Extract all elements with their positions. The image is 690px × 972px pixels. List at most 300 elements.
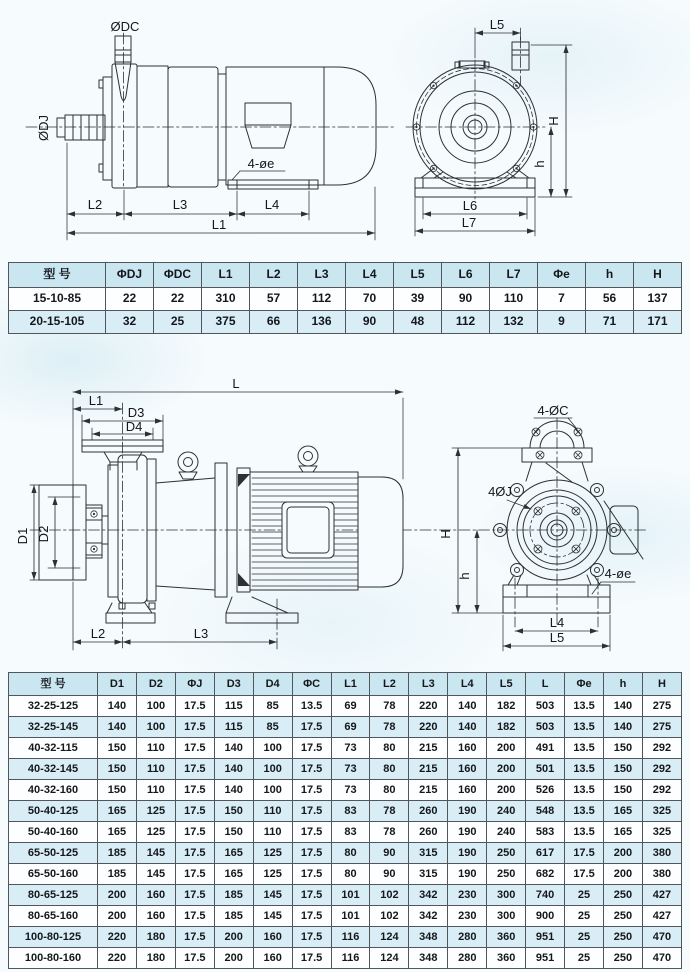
value-cell: 215: [409, 780, 448, 801]
value-cell: 300: [487, 906, 526, 927]
value-cell: 185: [98, 843, 137, 864]
model-cell: 40-32-115: [9, 738, 98, 759]
value-cell: 80: [370, 738, 409, 759]
table-row: [9, 780, 682, 801]
value-cell: 17.5: [175, 906, 214, 927]
value-cell: 220: [409, 696, 448, 717]
value-cell: 32: [106, 311, 154, 334]
discharge-port: [115, 33, 131, 186]
value-cell: 150: [603, 780, 642, 801]
value-cell: 200: [487, 738, 526, 759]
value-cell: 13.5: [565, 801, 604, 822]
value-cell: 250: [603, 927, 642, 948]
column-header: ΦC: [292, 673, 331, 696]
value-cell: 9: [538, 311, 586, 334]
value-cell: 310: [202, 288, 250, 311]
table-header-row: [9, 263, 682, 288]
dim-label-l6: L6: [462, 198, 478, 213]
table-row: [9, 288, 682, 311]
motor-end-cap: [358, 477, 403, 587]
dim-label-l1: L1: [211, 217, 227, 232]
dim-label-l1: L1: [88, 393, 104, 408]
value-cell: 145: [136, 843, 175, 864]
model-cell: 100-80-125: [9, 927, 98, 948]
model-cell: 32-25-145: [9, 717, 98, 738]
value-cell: 160: [136, 885, 175, 906]
dim-label-h-axis: h: [457, 572, 472, 580]
model-cell: 50-40-125: [9, 801, 98, 822]
value-cell: 140: [214, 759, 253, 780]
value-cell: 150: [214, 801, 253, 822]
value-cell: 13.5: [292, 696, 331, 717]
value-cell: 25: [154, 311, 202, 334]
small-pump-front-view: [406, 17, 572, 236]
value-cell: 150: [98, 738, 137, 759]
value-cell: 260: [409, 822, 448, 843]
value-cell: 17.5: [175, 780, 214, 801]
value-cell: 230: [448, 906, 487, 927]
table-row: [9, 717, 682, 738]
length-dimensions: [67, 143, 375, 240]
value-cell: 80: [370, 780, 409, 801]
value-cell: 17.5: [292, 906, 331, 927]
table-row: [9, 885, 682, 906]
value-cell: 83: [331, 822, 370, 843]
value-cell: 140: [603, 717, 642, 738]
column-header: 型 号: [9, 673, 98, 696]
table-row: [9, 822, 682, 843]
model-cell: 80-65-125: [9, 885, 98, 906]
value-cell: 83: [331, 801, 370, 822]
value-cell: 145: [253, 906, 292, 927]
value-cell: 160: [136, 906, 175, 927]
dim-label-l4: L4: [549, 615, 565, 630]
value-cell: 150: [603, 738, 642, 759]
value-cell: 17.5: [565, 843, 604, 864]
value-cell: 78: [370, 801, 409, 822]
model-cell: 80-65-160: [9, 906, 98, 927]
value-cell: 110: [490, 288, 538, 311]
value-cell: 375: [202, 311, 250, 334]
value-cell: 137: [634, 288, 682, 311]
value-cell: 200: [214, 927, 253, 948]
dim-label-l: L: [232, 376, 240, 391]
value-cell: 185: [214, 906, 253, 927]
value-cell: 17.5: [292, 780, 331, 801]
value-cell: 300: [487, 885, 526, 906]
table-header-row: [9, 673, 682, 696]
value-cell: 315: [409, 864, 448, 885]
table-row: [9, 738, 682, 759]
value-cell: 140: [214, 780, 253, 801]
value-cell: 548: [526, 801, 565, 822]
value-cell: 160: [253, 927, 292, 948]
value-cell: 100: [136, 696, 175, 717]
value-cell: 470: [642, 927, 681, 948]
large-pump-technical-drawing: [0, 372, 690, 668]
model-cell: 65-50-160: [9, 864, 98, 885]
value-cell: 250: [487, 864, 526, 885]
column-header: h: [603, 673, 642, 696]
value-cell: 190: [448, 822, 487, 843]
column-header: Φe: [565, 673, 604, 696]
value-cell: 102: [370, 885, 409, 906]
small-pump-dimension-table: [8, 262, 682, 334]
value-cell: 427: [642, 885, 681, 906]
value-cell: 25: [565, 906, 604, 927]
casing-bolt-label: 4ØJ: [488, 484, 512, 499]
value-cell: 17.5: [175, 948, 214, 969]
value-cell: 342: [409, 906, 448, 927]
value-cell: 25: [565, 885, 604, 906]
dim-label-h-total: H: [438, 529, 453, 539]
column-header: L5: [487, 673, 526, 696]
value-cell: 110: [253, 822, 292, 843]
value-cell: 145: [253, 885, 292, 906]
pump-head: [99, 64, 218, 188]
value-cell: 112: [442, 311, 490, 334]
value-cell: 200: [603, 843, 642, 864]
value-cell: 182: [487, 696, 526, 717]
dim-label-l2: L2: [90, 626, 106, 641]
table-row: [9, 927, 682, 948]
column-header: D4: [253, 673, 292, 696]
value-cell: 182: [487, 717, 526, 738]
value-cell: 140: [448, 717, 487, 738]
model-cell: 20-15-105: [9, 311, 106, 334]
value-cell: 100: [136, 717, 175, 738]
value-cell: 17.5: [292, 885, 331, 906]
value-cell: 102: [370, 906, 409, 927]
value-cell: 250: [603, 885, 642, 906]
value-cell: 501: [526, 759, 565, 780]
value-cell: 17.5: [175, 885, 214, 906]
value-cell: 220: [409, 717, 448, 738]
value-cell: 503: [526, 696, 565, 717]
value-cell: 165: [214, 864, 253, 885]
column-header: L2: [370, 673, 409, 696]
lifting-eye-motor: [298, 446, 318, 472]
value-cell: 150: [603, 759, 642, 780]
value-cell: 380: [642, 864, 681, 885]
value-cell: 200: [487, 780, 526, 801]
column-header: h: [586, 263, 634, 288]
value-cell: 145: [136, 864, 175, 885]
model-cell: 40-32-145: [9, 759, 98, 780]
value-cell: 165: [603, 822, 642, 843]
value-cell: 101: [331, 906, 370, 927]
column-header: H: [634, 263, 682, 288]
column-header: L6: [442, 263, 490, 288]
value-cell: 491: [526, 738, 565, 759]
value-cell: 13.5: [565, 780, 604, 801]
column-header: D3: [214, 673, 253, 696]
value-cell: 17.5: [175, 801, 214, 822]
value-cell: 165: [214, 843, 253, 864]
value-cell: 110: [253, 801, 292, 822]
value-cell: 110: [136, 759, 175, 780]
value-cell: 13.5: [565, 696, 604, 717]
value-cell: 17.5: [292, 717, 331, 738]
value-cell: 250: [487, 843, 526, 864]
value-cell: 90: [442, 288, 490, 311]
large-pump-front-view: [438, 403, 643, 651]
column-header: L1: [202, 263, 250, 288]
value-cell: 260: [409, 801, 448, 822]
value-cell: 17.5: [175, 864, 214, 885]
value-cell: 160: [448, 738, 487, 759]
value-cell: 215: [409, 738, 448, 759]
small-pump-side-view: [26, 19, 396, 240]
value-cell: 275: [642, 696, 681, 717]
dim-label-l4: L4: [264, 197, 280, 212]
value-cell: 180: [136, 948, 175, 969]
dim-label-d2: D2: [36, 525, 51, 543]
value-cell: 17.5: [292, 759, 331, 780]
value-cell: 17.5: [175, 738, 214, 759]
value-cell: 17.5: [175, 843, 214, 864]
column-header: L1: [331, 673, 370, 696]
value-cell: 100: [253, 780, 292, 801]
value-cell: 56: [586, 288, 634, 311]
value-cell: 69: [331, 717, 370, 738]
column-header: ΦDJ: [106, 263, 154, 288]
value-cell: 160: [448, 780, 487, 801]
column-header: L7: [490, 263, 538, 288]
foot-bolt-callout: [232, 156, 285, 180]
model-cell: 65-50-125: [9, 843, 98, 864]
value-cell: 115: [214, 717, 253, 738]
value-cell: 240: [487, 822, 526, 843]
value-cell: 951: [526, 948, 565, 969]
value-cell: 78: [370, 696, 409, 717]
value-cell: 292: [642, 738, 681, 759]
column-header: H: [642, 673, 681, 696]
large-pump-dimension-table: [8, 672, 682, 969]
value-cell: 200: [98, 885, 137, 906]
model-cell: 50-40-160: [9, 822, 98, 843]
value-cell: 140: [214, 738, 253, 759]
value-cell: 78: [370, 822, 409, 843]
value-cell: 427: [642, 906, 681, 927]
value-cell: 124: [370, 927, 409, 948]
column-header: L3: [298, 263, 346, 288]
value-cell: 292: [642, 780, 681, 801]
dim-label-h-total: H: [546, 116, 561, 126]
table-row: [9, 311, 682, 334]
value-cell: 325: [642, 801, 681, 822]
value-cell: 280: [448, 948, 487, 969]
value-cell: 160: [448, 759, 487, 780]
value-cell: 185: [214, 885, 253, 906]
value-cell: 200: [603, 864, 642, 885]
value-cell: 190: [448, 864, 487, 885]
value-cell: 73: [331, 759, 370, 780]
value-cell: 348: [409, 948, 448, 969]
value-cell: 348: [409, 927, 448, 948]
value-cell: 125: [136, 822, 175, 843]
value-cell: 165: [98, 801, 137, 822]
value-cell: 110: [136, 738, 175, 759]
value-cell: 13.5: [565, 717, 604, 738]
value-cell: 215: [409, 759, 448, 780]
value-cell: 140: [448, 696, 487, 717]
value-cell: 17.5: [175, 822, 214, 843]
value-cell: 200: [487, 759, 526, 780]
value-cell: 22: [154, 288, 202, 311]
value-cell: 17.5: [175, 759, 214, 780]
value-cell: 80: [331, 843, 370, 864]
column-header: ΦJ: [175, 673, 214, 696]
casing-bolt-callout: [488, 484, 531, 509]
value-cell: 160: [253, 948, 292, 969]
foot-bolt-label: 4-øe: [247, 156, 275, 171]
column-header: D2: [136, 673, 175, 696]
value-cell: 900: [526, 906, 565, 927]
value-cell: 90: [370, 843, 409, 864]
value-cell: 280: [448, 927, 487, 948]
dim-label-l5: L5: [489, 17, 505, 32]
suction-inlet: [57, 115, 105, 140]
value-cell: 190: [448, 801, 487, 822]
value-cell: 583: [526, 822, 565, 843]
dim-label-l5: L5: [549, 630, 565, 645]
column-header: Φe: [538, 263, 586, 288]
column-header: D1: [98, 673, 137, 696]
value-cell: 470: [642, 948, 681, 969]
value-cell: 73: [331, 780, 370, 801]
column-header: 型 号: [9, 263, 106, 288]
value-cell: 66: [250, 311, 298, 334]
value-cell: 503: [526, 717, 565, 738]
value-cell: 526: [526, 780, 565, 801]
value-cell: 17.5: [292, 801, 331, 822]
value-cell: 48: [394, 311, 442, 334]
table-row: [9, 696, 682, 717]
value-cell: 380: [642, 843, 681, 864]
finned-motor: [250, 472, 403, 590]
value-cell: 110: [136, 780, 175, 801]
value-cell: 85: [253, 696, 292, 717]
front-dimensions: [438, 448, 610, 651]
column-header: L: [526, 673, 565, 696]
column-header: ΦDC: [154, 263, 202, 288]
value-cell: 180: [136, 927, 175, 948]
value-cell: 171: [634, 311, 682, 334]
column-header: L4: [448, 673, 487, 696]
value-cell: 70: [346, 288, 394, 311]
value-cell: 69: [331, 696, 370, 717]
value-cell: 125: [253, 864, 292, 885]
value-cell: 17.5: [292, 927, 331, 948]
dim-label-l2: L2: [87, 197, 103, 212]
value-cell: 85: [253, 717, 292, 738]
dim-label-d4: D4: [125, 419, 143, 434]
value-cell: 325: [642, 822, 681, 843]
value-cell: 342: [409, 885, 448, 906]
value-cell: 13.5: [565, 759, 604, 780]
table-row: [9, 906, 682, 927]
value-cell: 17.5: [565, 864, 604, 885]
value-cell: 90: [370, 864, 409, 885]
value-cell: 150: [214, 822, 253, 843]
table-row: [9, 864, 682, 885]
value-cell: 132: [490, 311, 538, 334]
foot-bolt-label: 4-øe: [604, 566, 632, 581]
value-cell: 200: [214, 948, 253, 969]
value-cell: 220: [98, 948, 137, 969]
dim-label-l3: L3: [193, 626, 209, 641]
column-header: L2: [250, 263, 298, 288]
value-cell: 740: [526, 885, 565, 906]
value-cell: 140: [603, 696, 642, 717]
table-row: [9, 759, 682, 780]
value-cell: 125: [253, 843, 292, 864]
dim-label-l7: L7: [461, 215, 477, 230]
value-cell: 80: [370, 759, 409, 780]
table-row: [9, 801, 682, 822]
small-pump-technical-drawing: [0, 0, 690, 256]
value-cell: 17.5: [175, 717, 214, 738]
value-cell: 165: [98, 822, 137, 843]
value-cell: 150: [98, 759, 137, 780]
value-cell: 17.5: [292, 864, 331, 885]
value-cell: 275: [642, 717, 681, 738]
volute-casing: [108, 455, 156, 609]
column-header: L5: [394, 263, 442, 288]
value-cell: 951: [526, 927, 565, 948]
value-cell: 136: [298, 311, 346, 334]
value-cell: 165: [603, 801, 642, 822]
value-cell: 17.5: [292, 843, 331, 864]
value-cell: 100: [253, 738, 292, 759]
value-cell: 200: [98, 906, 137, 927]
value-cell: 250: [603, 948, 642, 969]
value-cell: 315: [409, 843, 448, 864]
value-cell: 140: [98, 717, 137, 738]
table-row: [9, 843, 682, 864]
value-cell: 230: [448, 885, 487, 906]
value-cell: 150: [98, 780, 137, 801]
value-cell: 13.5: [565, 738, 604, 759]
value-cell: 124: [370, 948, 409, 969]
foot-bolt-callout: [592, 566, 635, 594]
value-cell: 90: [346, 311, 394, 334]
value-cell: 17.5: [175, 696, 214, 717]
model-cell: 100-80-160: [9, 948, 98, 969]
value-cell: 116: [331, 948, 370, 969]
value-cell: 25: [565, 948, 604, 969]
motor-terminal-box: [282, 502, 334, 558]
value-cell: 116: [331, 927, 370, 948]
model-cell: 32-25-125: [9, 696, 98, 717]
value-cell: 73: [331, 738, 370, 759]
value-cell: 140: [98, 696, 137, 717]
table-row: [9, 948, 682, 969]
flange-bolt-label: 4-ØC: [537, 403, 569, 418]
value-cell: 115: [214, 696, 253, 717]
value-cell: 17.5: [175, 927, 214, 948]
dim-label-d3: D3: [127, 405, 145, 420]
value-cell: 112: [298, 288, 346, 311]
value-cell: 292: [642, 759, 681, 780]
value-cell: 360: [487, 927, 526, 948]
dim-label-l3: L3: [172, 197, 188, 212]
value-cell: 22: [106, 288, 154, 311]
value-cell: 17.5: [292, 738, 331, 759]
inlet-diameter-label: ØDJ: [36, 115, 51, 141]
value-cell: 190: [448, 843, 487, 864]
